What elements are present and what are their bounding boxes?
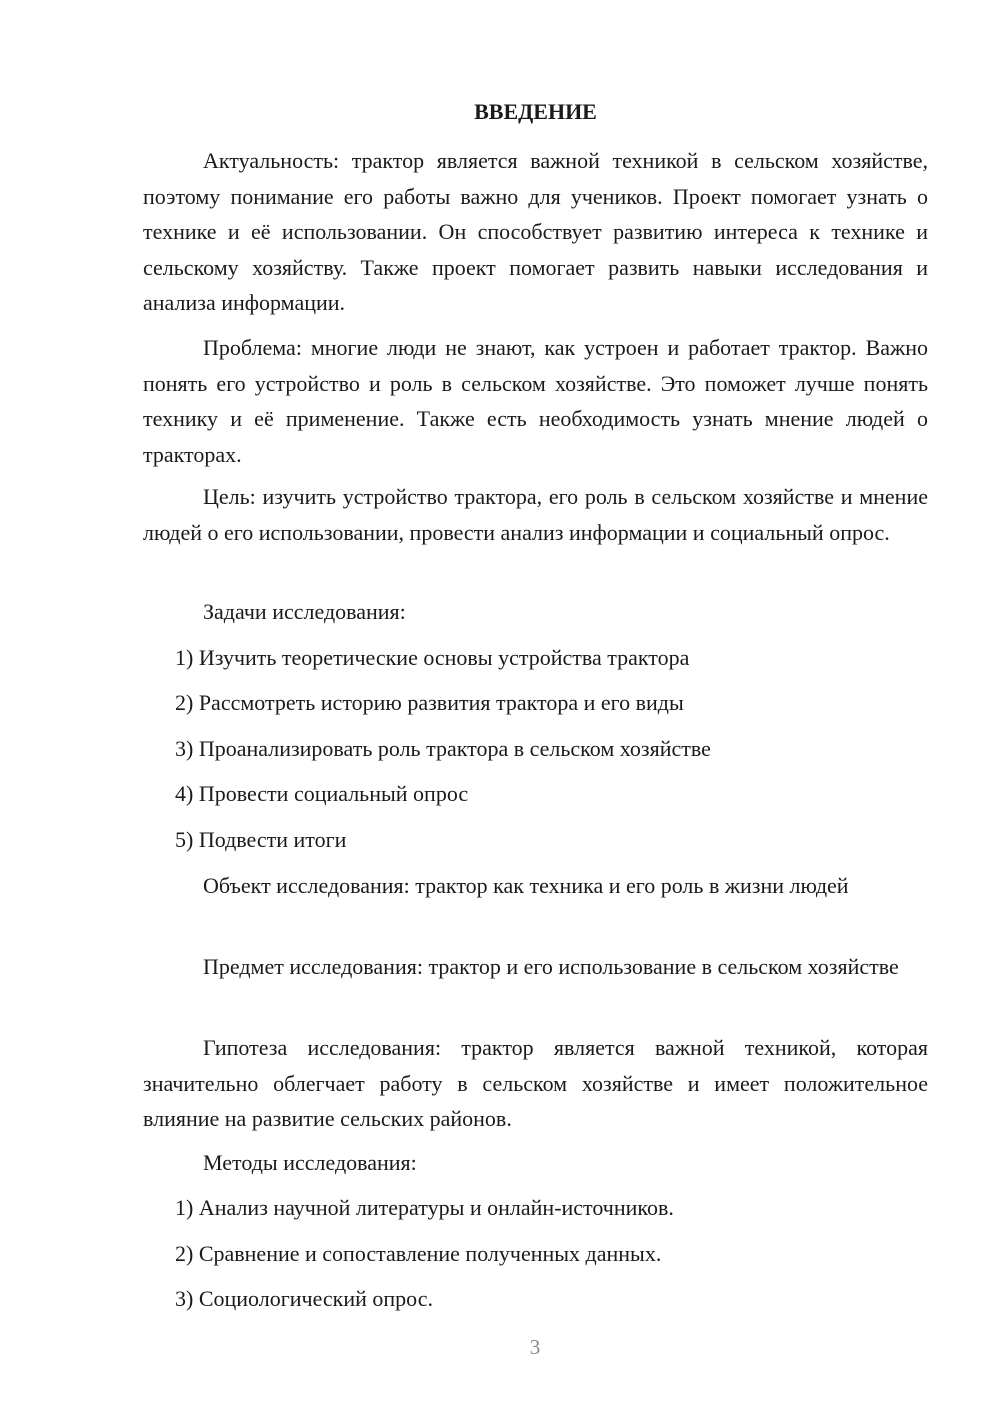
subject-paragraph: Предмет исследования: трактор и его использование в сельском хозяйстве — [203, 954, 899, 979]
goal-paragraph: Цель: изучить устройство трактора, его роль в сельском хозяйстве и мнение людей о его использовании, провести анализ информации и социальный опрос. — [143, 484, 928, 545]
methods-heading: Методы исследования: — [203, 1150, 417, 1175]
page-title: ВВЕДЕНИЕ — [474, 99, 597, 124]
tasks-heading: Задачи исследования: — [203, 599, 406, 624]
object-paragraph: Объект исследования: трактор как техника и его роль в жизни людей — [203, 873, 849, 898]
task-item-2: 2) Рассмотреть историю развития трактора и его виды — [175, 690, 684, 715]
method-item-1: 1) Анализ научной литературы и онлайн-источников. — [175, 1195, 674, 1220]
hypothesis-paragraph: Гипотеза исследования: трактор является важной техникой, которая значительно облегчает работу в сельском хозяйстве и имеет положительное влияние на развитие сельских районов. — [143, 1035, 928, 1131]
page-number: 3 — [529, 1335, 541, 1359]
task-item-4: 4) Провести социальный опрос — [175, 781, 469, 806]
task-item-3: 3) Проанализировать роль трактора в сельском хозяйстве — [175, 736, 711, 761]
method-item-2: 2) Сравнение и сопоставление полученных данных. — [175, 1241, 662, 1266]
problem-paragraph: Проблема: многие люди не знают, как устроен и работает трактор. Важно понять его устройство и роль в сельском хозяйстве. Это поможет лучше понять технику и её применение. Также есть необходимость узнать мнение людей о тракторах. — [143, 335, 928, 467]
method-item-3: 3) Социологический опрос. — [175, 1286, 433, 1311]
task-item-1: 1) Изучить теоретические основы устройства трактора — [175, 645, 690, 670]
relevance-paragraph: Актуальность: трактор является важной техникой в сельском хозяйстве, поэтому понимание его работы важно для учеников. Проект помогает узнать о технике и её использовании. Он способствует развитию интереса к технике и сельскому хозяйству. Также проект помогает развить навыки исследования и анализа информации. — [143, 148, 928, 315]
task-item-5: 5) Подвести итоги — [175, 827, 347, 852]
